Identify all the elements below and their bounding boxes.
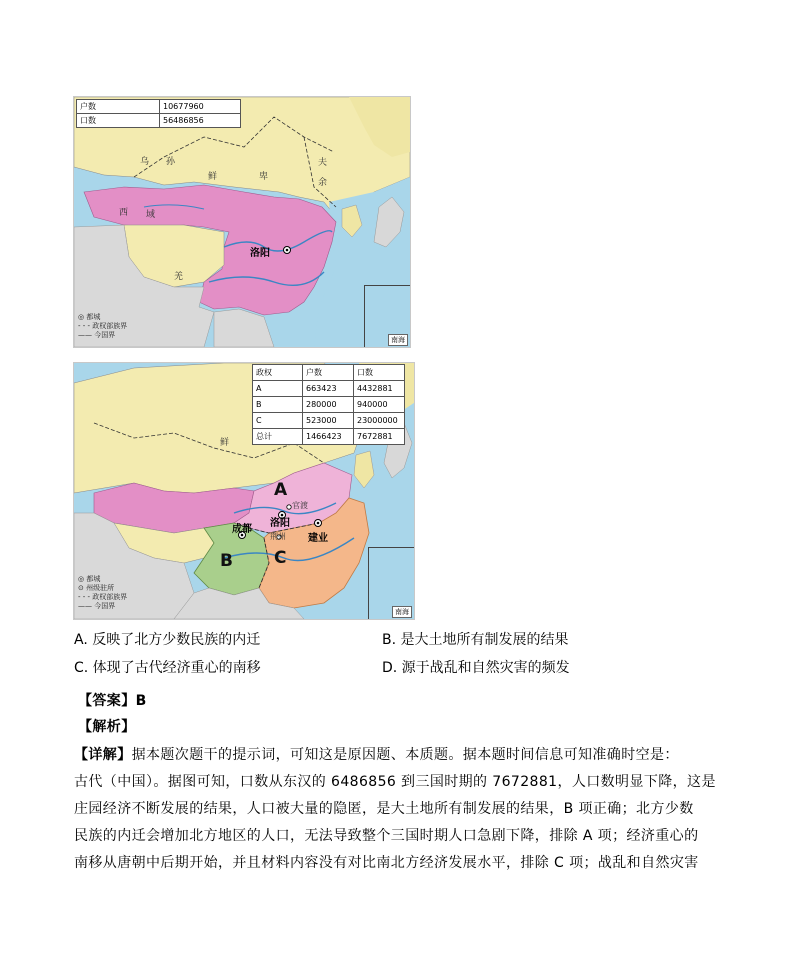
- region-label: 鲜: [208, 172, 218, 182]
- city-chengdu: 成都: [232, 524, 252, 535]
- table-row: [253, 381, 405, 397]
- map2-legend: [78, 575, 127, 611]
- region-label: 夫: [318, 158, 328, 168]
- legend-prefecture: ⊙ 州级驻所: [78, 584, 115, 592]
- legend-border: —— 今国界: [78, 331, 116, 339]
- legend-border: —— 今国界: [78, 602, 116, 610]
- detail-line-5: 南移从唐朝中后期开始，并且材料内容没有对比南北方经济发展水平，排除 C 项；战乱和自然灾害: [74, 855, 699, 871]
- table-header-row: [253, 365, 405, 381]
- map2-census-table: [252, 364, 405, 445]
- cell: 23000000: [354, 413, 405, 429]
- city-jianye: 建业: [308, 533, 328, 544]
- col-header: 户数: [303, 365, 354, 381]
- option-c[interactable]: C. 体现了古代经济重心的南移: [74, 660, 261, 676]
- cell: 523000: [303, 413, 354, 429]
- city-guandu: 官渡: [292, 501, 308, 510]
- answer-line: [78, 690, 147, 710]
- population-value: 56486856: [160, 114, 241, 128]
- detail-text: 据本题次题干的提示词，可知这是原因题、本质题。据本题时间信息可知准确时空是：: [131, 747, 679, 763]
- detail-label: 【详解】: [74, 747, 132, 763]
- region-label: 卑: [259, 172, 269, 182]
- cell: 1466423: [303, 429, 354, 445]
- south-sea-inset: [364, 285, 411, 348]
- map1-legend: [78, 313, 127, 340]
- map1-census-table: [76, 99, 241, 128]
- legend-boundary: - - - 政权部族界: [78, 322, 128, 330]
- table-row: [77, 100, 241, 114]
- region-label: 孙: [166, 157, 176, 167]
- detail-line-2: 古代（中国）。据图可知，口数从东汉的 6486856 到三国时期的 7672881，人口数明显下降，这是: [74, 774, 716, 790]
- option-b[interactable]: B. 是大土地所有制发展的结果: [382, 632, 569, 648]
- three-kingdoms-map: [73, 362, 415, 620]
- table-row: [253, 429, 405, 445]
- analysis-label: 【解析】: [78, 719, 136, 735]
- eastern-han-map: [73, 96, 411, 348]
- capital-luoyang: 洛阳: [250, 248, 270, 259]
- cell: 280000: [303, 397, 354, 413]
- inset-label: 南海: [392, 606, 412, 618]
- table-row: [77, 114, 241, 128]
- cell: 7672881: [354, 429, 405, 445]
- region-label: 余: [318, 178, 328, 188]
- answer-label: 【答案】: [78, 693, 136, 709]
- state-a-label: A: [274, 480, 288, 500]
- state-c-label: C: [274, 548, 287, 568]
- detail-line-1: [74, 744, 679, 764]
- city-jingzhou: 荆州: [270, 532, 286, 541]
- households-label: 户数: [77, 100, 160, 114]
- cell: A: [253, 381, 303, 397]
- region-label: 羌: [174, 272, 184, 282]
- option-d[interactable]: D. 源于战乱和自然灾害的频发: [382, 660, 570, 676]
- answer-value: B: [135, 693, 147, 709]
- region-label: 鲜: [220, 438, 230, 448]
- cell: 663423: [303, 381, 354, 397]
- cell: C: [253, 413, 303, 429]
- map1-terrain: [74, 97, 410, 347]
- region-label: 域: [146, 210, 156, 220]
- legend-capital: ◎ 都城: [78, 575, 101, 583]
- cell: 总计: [253, 429, 303, 445]
- col-header: 口数: [354, 365, 405, 381]
- inset-label: 南海: [388, 334, 408, 346]
- region-label: 乌: [140, 157, 150, 167]
- detail-line-4: 民族的内迁会增加北方地区的人口，无法导致整个三国时期人口急剧下降，排除 A 项；经济重心的: [74, 828, 699, 844]
- legend-boundary: - - - 政权部族界: [78, 593, 128, 601]
- option-a[interactable]: A. 反映了北方少数民族的内迁: [74, 632, 261, 648]
- cell: 4432881: [354, 381, 405, 397]
- cell: 940000: [354, 397, 405, 413]
- legend-capital: ◎ 都城: [78, 313, 101, 321]
- col-header: 政权: [253, 365, 303, 381]
- city-luoyang: 洛阳: [270, 518, 290, 529]
- cell: B: [253, 397, 303, 413]
- south-sea-inset: [368, 547, 415, 620]
- population-label: 口数: [77, 114, 160, 128]
- detail-line-3: 庄园经济不断发展的结果，人口被大量的隐匿，是大土地所有制发展的结果，B 项正确；北方少数: [74, 801, 694, 817]
- region-label: 西: [119, 208, 129, 218]
- households-value: 10677960: [160, 100, 241, 114]
- state-b-label: B: [220, 551, 233, 571]
- table-row: [253, 413, 405, 429]
- table-row: [253, 397, 405, 413]
